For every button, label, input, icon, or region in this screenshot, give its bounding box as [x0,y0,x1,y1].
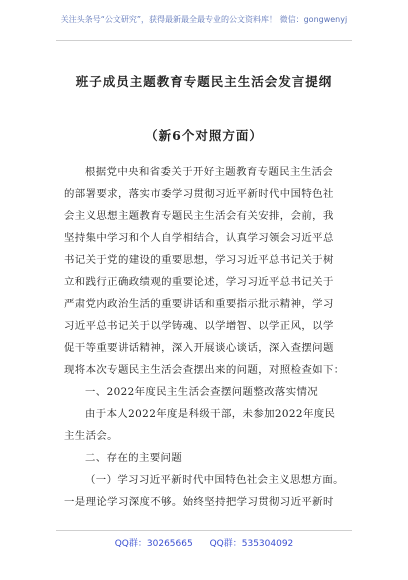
body-line: 严肃党内政治生活的重要讲话和重要指示批示精神，学习 [64,298,334,310]
document-subtitle: （新6个对照方面） [145,128,263,143]
document-body [64,161,346,513]
body-line: 由于本人2022年度是科级干部，未参加2022年度民 [85,408,336,420]
footer-qq-group-2: QQ群：535304092 [209,539,294,549]
body-line: 主生活会。 [64,430,118,442]
body-line: 一是理论学习深度不够。始终坚持把学习贯彻习近平新时 [64,496,334,508]
body-line: 会主义思想主题教育专题民主生活会有关安排，会前，我 [64,210,334,222]
section-heading: 一、2022年度民主生活会查摆问题整改落实情况 [85,386,319,398]
body-line: 现将本次专题民主生活会查摆出来的问题，对照检查如下： [64,364,345,376]
document-title: 班子成员主题教育专题民主生活会发言提纲 [75,74,333,89]
footer-qq-group-1: QQ群：30265665 [114,539,193,549]
body-line: 习近平总书记关于以学铸魂、以学增智、以学正风，以学 [64,320,334,332]
footer [0,536,408,549]
body-line: 立和践行正确政绩观的重要论述，学习习近平总书记关于 [64,276,334,288]
body-line: 坚持集中学习和个人自学相结合，认真学习领会习近平总 [64,232,334,244]
body-line: 书记关于党的建设的重要思想，学习习近平总书记关于树 [64,254,334,266]
body-line: 促干等重要讲话精神，深入开展谈心谈话，深入查摆问题 [64,342,334,354]
section-heading: 二、存在的主要问题 [85,452,183,464]
header-divider [56,40,352,41]
body-line: 的部署要求，落实市委学习贯彻习近平新时代中国特色社 [64,188,334,200]
header-notice: 关注头条号“公文研究”，获得最新最全最专业的公文资料库！ 微信：gongwenyj [60,15,348,24]
subsection-heading: （一）学习习近平新时代中国特色社会主义思想方面。 [85,474,344,486]
body-line: 根据党中央和省委关于开好主题教育专题民主生活会 [85,166,334,178]
footer-divider [56,530,352,531]
